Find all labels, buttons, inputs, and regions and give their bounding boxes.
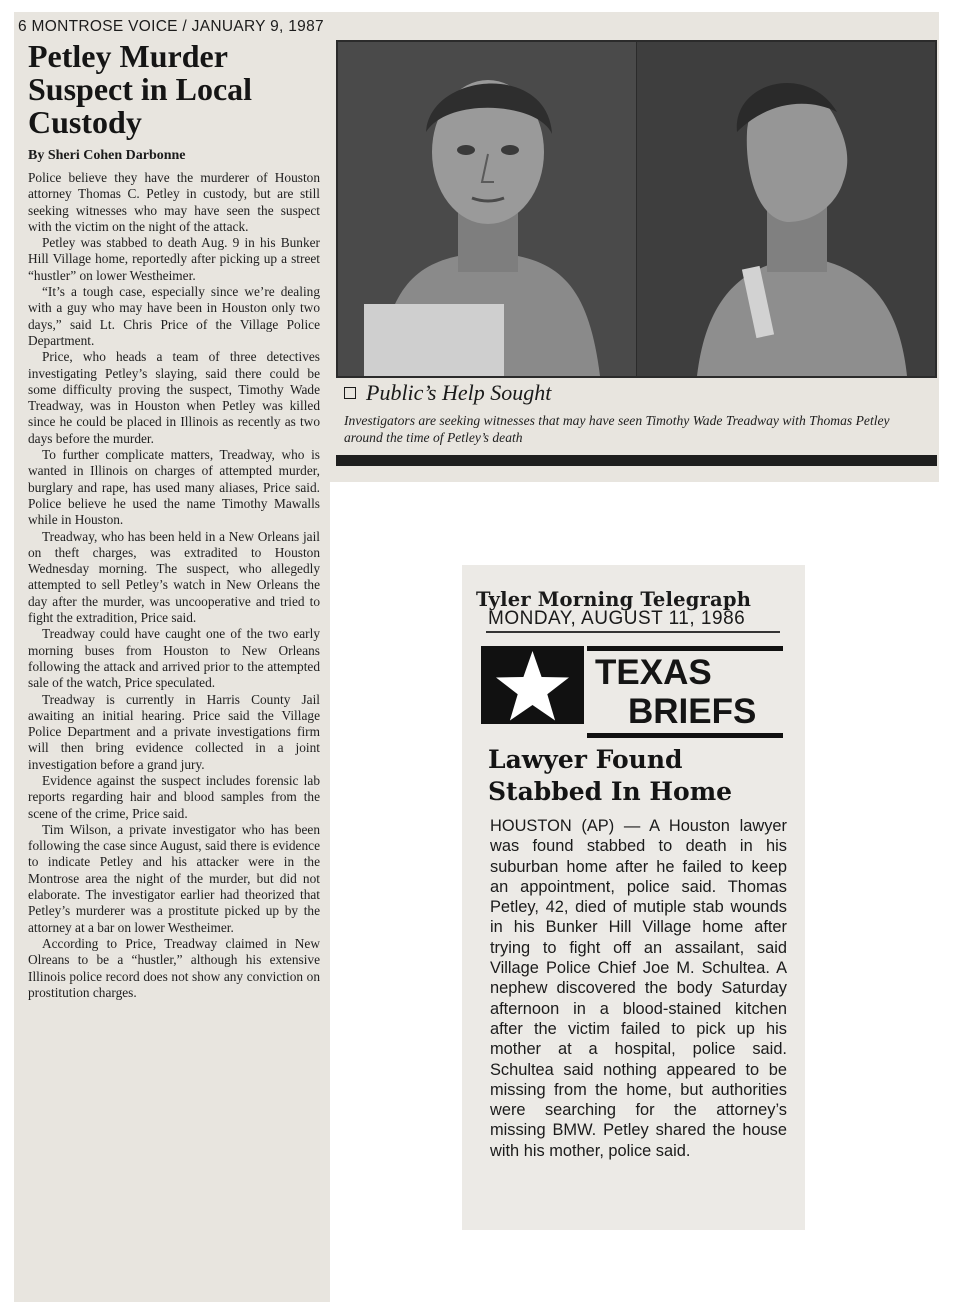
bullet-box-icon — [344, 387, 356, 399]
section-title-texas: TEXAS — [595, 653, 712, 692]
photo-caption-title — [344, 380, 551, 406]
section-title-briefs: BRIEFS — [628, 692, 757, 731]
article-paragraph: According to Price, Treadway claimed in New Olreans to be a “hustler,” although his extensive Illinois police record does not show any conviction on prostitution charges. — [28, 935, 320, 1000]
article-paragraph: Price, who heads a team of three detectives investigating Petley’s slaying, said there could be some difficulty proving the suspect, Timothy Wade Treadway, was in Houston when Petley was killed since he could be placed in Illinois as recently as two days before the murder. — [28, 349, 320, 446]
mugshot-front-view — [338, 42, 636, 376]
newspaper-date: MONDAY, AUGUST 11, 1986 — [488, 608, 746, 629]
article-paragraph: Evidence against the suspect includes forensic lab reports regarding hair and blood samples from the scene of the crime, Price said. — [28, 772, 320, 821]
article-paragraph: To further complicate matters, Treadway, who is wanted in Illinois on charges of attempted murder, burglary and rape, has used many aliases, Price said. Police believe he used the name Timothy Mawalls while in Houston. — [28, 447, 320, 528]
photo-caption-title-text: Public’s Help Sought — [366, 380, 552, 405]
newspaper-name: Tyler Morning Telegraph — [476, 588, 752, 611]
photo-bottom-rule — [336, 455, 937, 466]
texas-star-icon — [481, 646, 584, 724]
section-rule-bottom — [587, 733, 783, 738]
article-paragraph: Treadway, who has been held in a New Orleans jail on theft charges, was extradited to Houston Wednesday morning. The suspect, who allegedly attempted to sell Petley’s watch in New Orleans the day after the murder, was uncooperative and tried to fight the extradition, Price said. — [28, 528, 320, 626]
mugshot-profile-view — [637, 42, 935, 376]
article-paragraph: Tim Wilson, a private investigator who has been following the case since August, said there is evidence to indicate Petley and his attacker were in the Montrose area the night of the murder, but did not elaborate. The investigator earlier had theorized that Petley’s murderer was a prostitute picked up by the attorney at a bar on lower Westheimer. — [28, 821, 320, 935]
article-byline: By Sheri Cohen Darbonne — [28, 148, 186, 163]
article-paragraph: Petley was stabbed to death Aug. 9 in his Bunker Hill Village home, reportedly after picking up a street “hustler” on lower Westheimer. — [28, 235, 320, 283]
brief-headline: Lawyer Found Stabbed In Home — [488, 745, 733, 806]
article-headline: Petley Murder Suspect in Local Custody — [28, 38, 253, 140]
brief-body: HOUSTON (AP) — A Houston lawyer was found stabbed to death in his suburban home after he failed to keep an appointment, police said. Thomas Petley, 42, died of mutiple stab wounds in his Bunker Hill Village home after trying to fight off an assailant, said Village Police Chief Joe M. Schultea. A nephew discovered the body Saturday afternoon in a blood-stained kitchen after the victim failed to pick up his mother at a hospital, police said. Schultea said nothing appeared to be missing from the home, but authorities were searching for the attorney’s missing BMW. Petley shared the house with his mother, police said. — [490, 817, 787, 1160]
article-paragraph: Police believe they have the murderer of Houston attorney Thomas C. Petley in custody, but are still seeking witnesses who may have seen the suspect with the victim on the night of the attack. — [28, 170, 320, 234]
article-paragraph: Treadway is currently in Harris County Jail awaiting an initial hearing. Price said the Village Police Department and a private investigations firm will then bring evidence collected in a joint investigation before a grand jury. — [28, 691, 320, 772]
masthead: 6 MONTROSE VOICE / JANUARY 9, 1987 — [18, 18, 324, 35]
article-paragraph: Treadway could have caught one of the two early morning buses from Houston to New Orleans following the attack and arrived prior to the attempted sale of the watch, Price speculated. — [28, 626, 320, 691]
section-rule-top — [587, 646, 783, 651]
article-paragraph: “It’s a tough case, especially since we’re dealing with a guy who may have been in Houston only two days,” said Lt. Chris Price of the Village Police Department. — [28, 284, 320, 348]
photo-caption-text: Investigators are seeking witnesses that may have seen Timothy Wade Treadway with Thomas Petley around the time of Petley’s death — [344, 413, 890, 445]
date-underline — [486, 631, 780, 633]
mugshot-photo — [336, 40, 937, 378]
article-body — [28, 170, 320, 1001]
